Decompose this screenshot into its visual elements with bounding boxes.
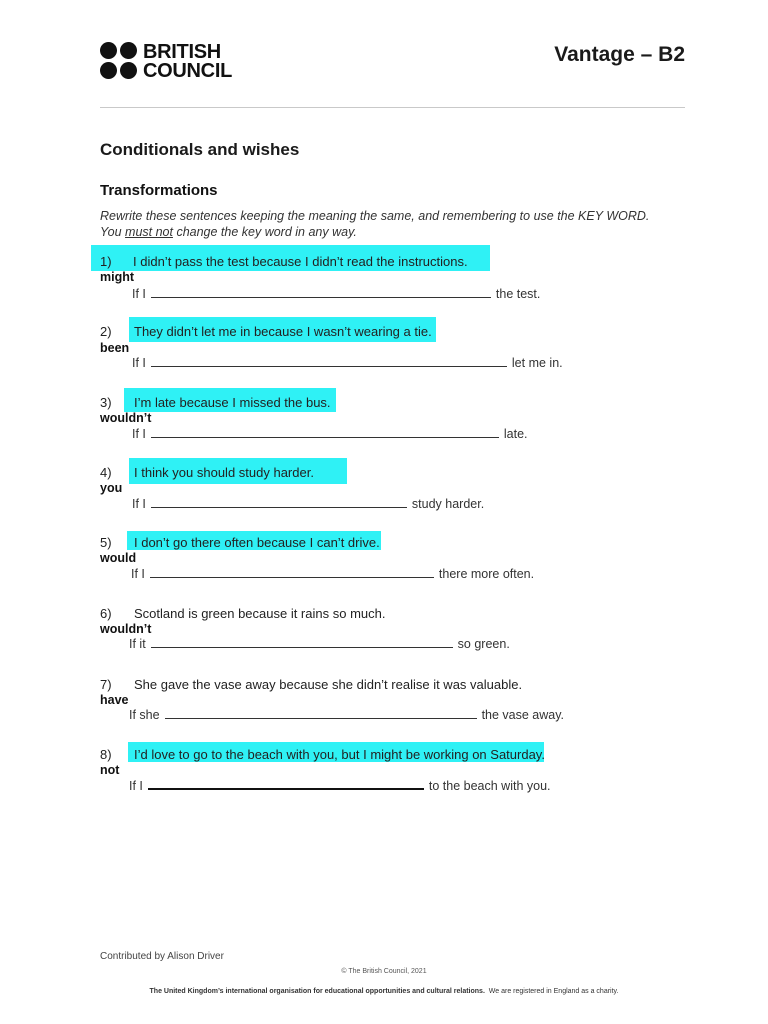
item-number: 5) <box>100 535 112 550</box>
answer-blank[interactable] <box>151 436 499 438</box>
answer-line <box>129 779 551 793</box>
answer-blank[interactable] <box>165 717 477 719</box>
answer-suffix: late. <box>503 427 528 441</box>
answer-suffix: there more often. <box>438 567 535 581</box>
instructions <box>100 208 700 240</box>
answer-prefix: If I <box>132 427 146 441</box>
answer-line <box>131 567 534 581</box>
contributor-credit: Contributed by Alison Driver <box>100 951 224 962</box>
answer-blank[interactable] <box>151 365 507 367</box>
footer-tagline <box>0 988 768 995</box>
answer-prefix: If I <box>132 497 146 511</box>
answer-blank[interactable] <box>151 506 407 508</box>
item-sentence: I think you should study harder. <box>134 465 314 480</box>
item-number: 7) <box>100 677 112 692</box>
answer-blank[interactable] <box>151 296 491 298</box>
answer-line <box>132 287 540 301</box>
answer-prefix: If she <box>129 708 160 722</box>
answer-blank[interactable] <box>148 787 424 790</box>
instructions-line1: Rewrite these sentences keeping the meaning the same, and remembering to use the KEY WORD. <box>100 209 650 223</box>
logo-text-line2: COUNCIL <box>143 60 233 82</box>
answer-line <box>129 637 510 651</box>
key-word: not <box>100 763 120 777</box>
header-divider <box>100 107 685 108</box>
key-word: been <box>100 341 130 355</box>
tagline-bold: The United Kingdom’s international organisation for educational opportunities and cultural relations. <box>149 988 485 995</box>
item-number: 8) <box>100 747 112 762</box>
answer-line <box>132 427 528 441</box>
item-number: 3) <box>100 395 112 410</box>
answer-suffix: let me in. <box>511 356 563 370</box>
answer-prefix: If I <box>132 287 146 301</box>
tagline-rest: We are registered in England as a charity. <box>488 988 619 995</box>
logo-dots-icon <box>100 42 138 80</box>
section-title: Transformations <box>100 182 218 199</box>
answer-line <box>129 708 564 722</box>
item-sentence: Scotland is green because it rains so much. <box>134 606 386 621</box>
answer-prefix: If I <box>129 779 143 793</box>
key-word: wouldn’t <box>100 622 152 636</box>
item-sentence: I don’t go there often because I can’t drive. <box>134 535 380 550</box>
page-title: Conditionals and wishes <box>100 140 300 159</box>
item-number: 6) <box>100 606 112 621</box>
item-sentence: I didn’t pass the test because I didn’t read the instructions. <box>133 254 468 269</box>
logo-text-line1: BRITISH <box>143 41 221 63</box>
item-sentence: They didn’t let me in because I wasn’t wearing a tie. <box>134 324 432 339</box>
answer-suffix: the vase away. <box>481 708 565 722</box>
answer-prefix: If I <box>131 567 145 581</box>
instructions-line2: You must not change the key word in any way. <box>100 225 357 239</box>
key-word: wouldn’t <box>100 411 152 425</box>
key-word: have <box>100 693 129 707</box>
emphasis: must not <box>125 225 173 239</box>
level-label: Vantage – B2 <box>554 43 685 66</box>
answer-suffix: to the beach with you. <box>428 779 551 793</box>
key-word: would <box>100 551 137 565</box>
item-sentence: I’d love to go to the beach with you, but I might be working on Saturday. <box>134 747 545 762</box>
answer-suffix: study harder. <box>411 497 485 511</box>
answer-suffix: so green. <box>457 637 510 651</box>
item-number: 4) <box>100 465 112 480</box>
answer-blank[interactable] <box>151 646 453 648</box>
item-sentence: She gave the vase away because she didn’t realise it was valuable. <box>134 677 523 692</box>
answer-suffix: the test. <box>495 287 541 301</box>
item-number: 2) <box>100 324 112 339</box>
key-word: you <box>100 481 123 495</box>
answer-line <box>132 356 563 370</box>
item-sentence: I’m late because I missed the bus. <box>134 395 331 410</box>
answer-prefix: If it <box>129 637 146 651</box>
key-word: might <box>100 270 135 284</box>
copyright: © The British Council, 2021 <box>341 968 427 975</box>
answer-line <box>132 497 484 511</box>
answer-prefix: If I <box>132 356 146 370</box>
item-number: 1) <box>100 254 112 269</box>
answer-blank[interactable] <box>150 576 434 578</box>
